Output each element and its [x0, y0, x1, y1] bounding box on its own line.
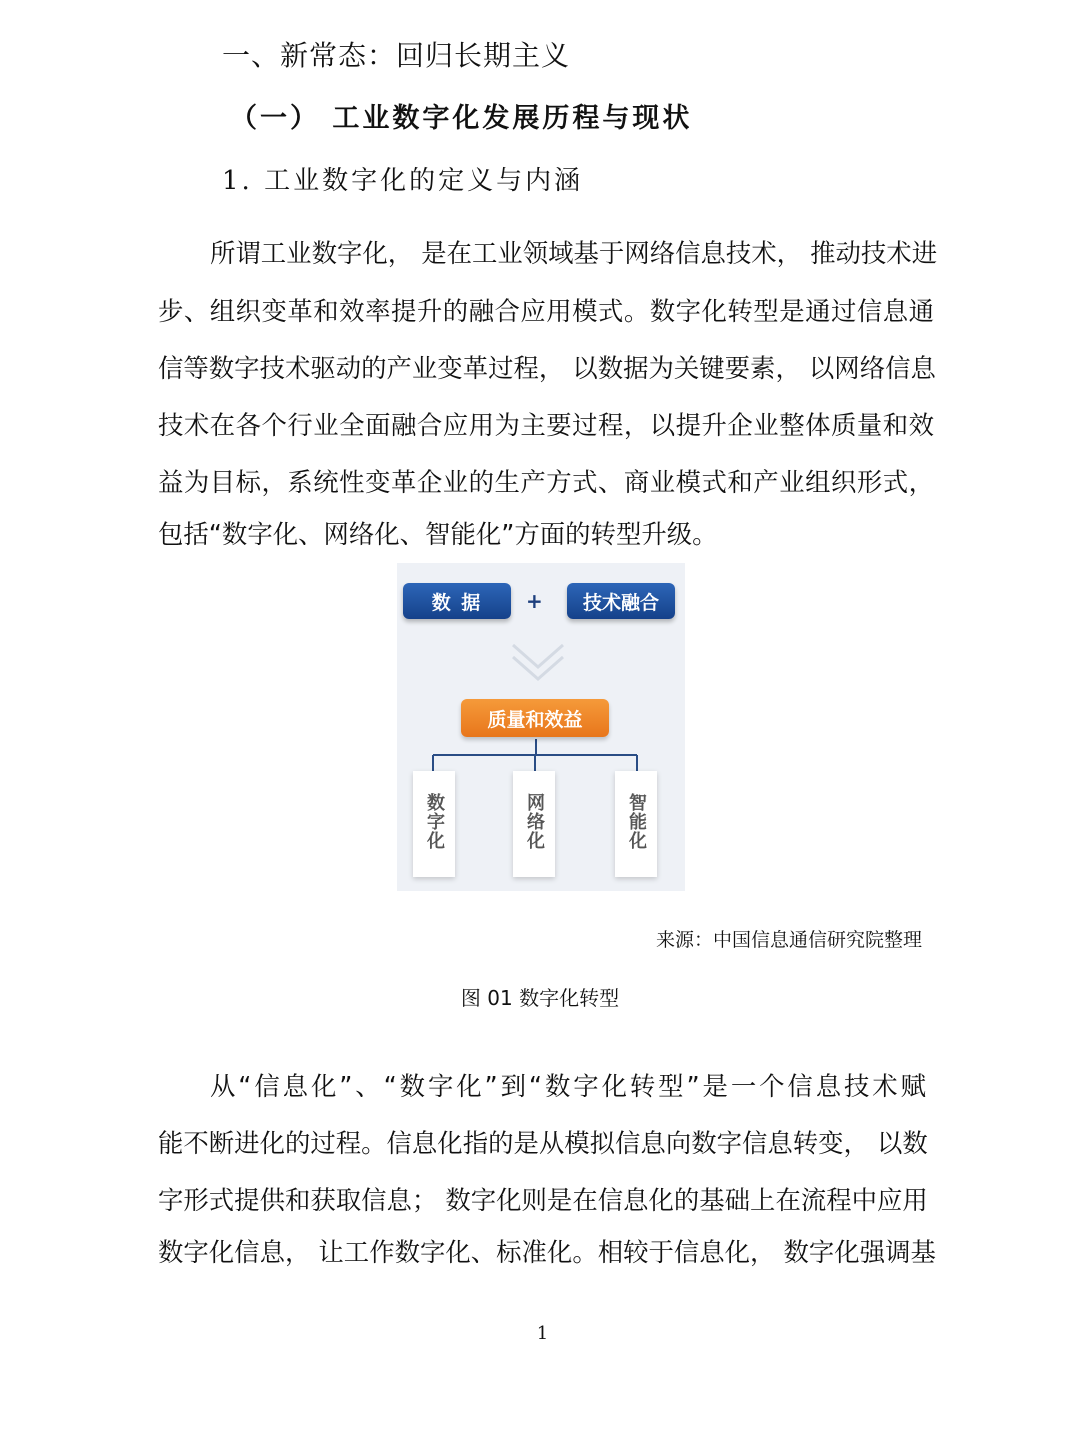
figure-caption: 图 01 数字化转型 [460, 986, 620, 1010]
card-label: 网络化 [524, 793, 545, 850]
heading-level-3: 1. 工业数字化的定义与内涵 [222, 166, 584, 196]
paragraph-line: 技术在各个行业全面融合应用为主要过程，以提升企业整体质量和效 [158, 410, 934, 440]
plus-sign: + [526, 589, 543, 613]
tech-fusion-box: 技术融合 [567, 583, 675, 619]
card-intelligence [615, 771, 657, 877]
paragraph-line: 从“信息化”、“数字化”到“数字化转型”是一个信息技术赋 [210, 1071, 926, 1101]
paragraph-line: 能不断进化的过程。信息化指的是从模拟信息向数字信息转变， 以数 [158, 1128, 928, 1158]
quality-benefit-box: 质量和效益 [461, 699, 609, 737]
data-box: 数 据 [403, 583, 511, 619]
card-networking [513, 771, 555, 877]
card-digitization [413, 771, 455, 877]
heading-level-2: （一） 工业数字化发展历程与现状 [230, 103, 693, 134]
paragraph-line: 步、组织变革和效率提升的融合应用模式。数字化转型是通过信息通 [158, 296, 934, 326]
paragraph-line: 包括“数字化、网络化、智能化”方面的转型升级。 [158, 519, 718, 549]
paragraph-line: 信等数字技术驱动的产业变革过程， 以数据为关键要素， 以网络信息 [158, 353, 936, 383]
card-label: 数字化 [424, 793, 445, 850]
paragraph-line: 益为目标，系统性变革企业的生产方式、商业模式和产业组织形式， [158, 467, 934, 497]
paragraph-line: 数字化信息， 让工作数字化、标准化。相较于信息化， 数字化强调基 [158, 1237, 936, 1267]
paragraph-line: 所谓工业数字化， 是在工业领域基于网络信息技术， 推动技术进 [210, 238, 938, 268]
page-number: 1 [536, 1323, 549, 1344]
card-label: 智能化 [626, 793, 647, 850]
heading-level-1: 一、新常态：回归长期主义 [222, 39, 571, 72]
digital-transformation-diagram [397, 563, 685, 891]
paragraph-line: 字形式提供和获取信息； 数字化则是在信息化的基础上在流程中应用 [158, 1185, 928, 1215]
figure-source: 来源：中国信息通信研究院整理 [655, 929, 922, 951]
